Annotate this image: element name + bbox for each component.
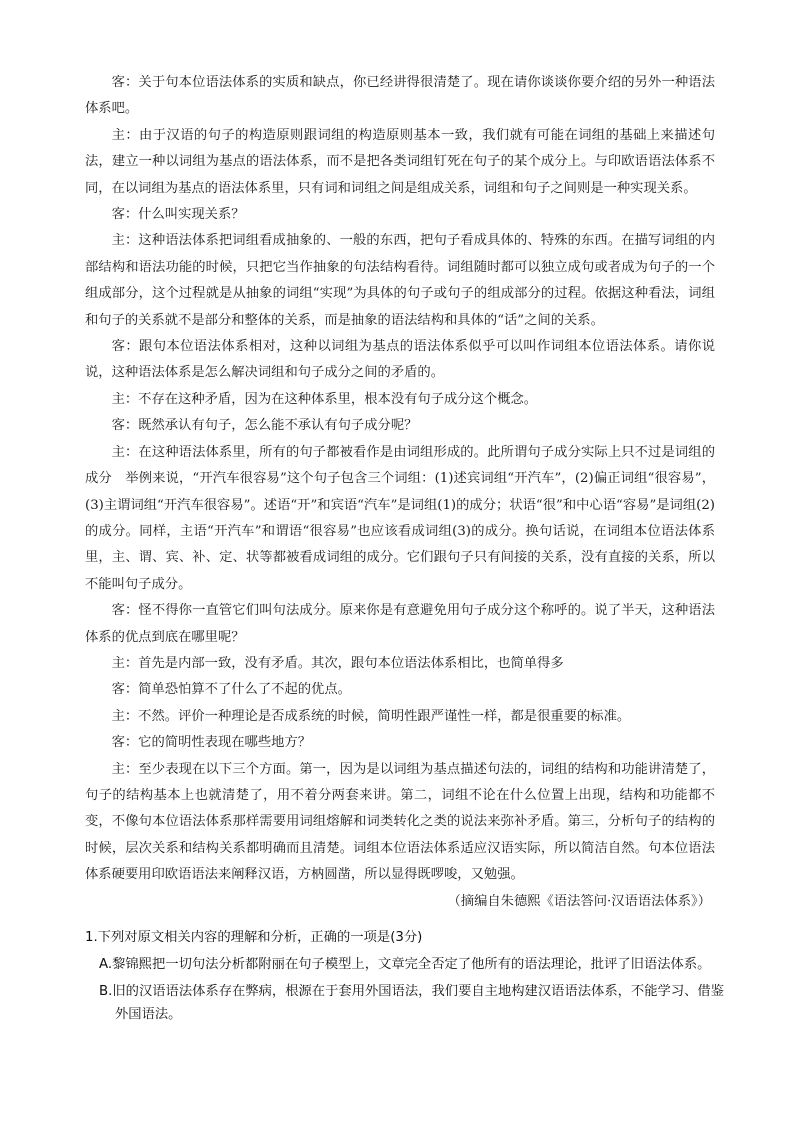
passage-paragraph: 客：什么叫实现关系？: [111, 207, 245, 223]
question-stem: 1.下列对原文相关内容的理解和分析，正确的一项是(3分): [85, 930, 423, 945]
reading-passage: [85, 70, 715, 915]
passage-paragraph: 主：不存在这种矛盾，因为在这种体系里，根本没有句子成分这个概念。: [111, 391, 538, 407]
passage-paragraph: 客：它的简明性表现在哪些地方？: [111, 735, 312, 751]
passage-source: （摘编自朱德熙《语法答问·汉语语法体系》）: [447, 893, 711, 909]
question-block: [85, 926, 725, 1030]
passage-paragraph: 客：跟句本位语法体系相对，这种以词组为基点的语法体系似乎可以叫作词组本位语法体系。请你说说，这种语法体系是怎么解决词组和句子成分之间的矛盾的。: [85, 339, 715, 381]
passage-paragraph: 主：不然。评价一种理论是否成系统的时候，简明性跟严谨性一样，都是很重要的标准。: [111, 708, 631, 724]
passage-paragraph: 客：简单恐怕算不了什么了不起的优点。: [111, 682, 351, 698]
passage-paragraph: 主：在这种语法体系里，所有的句子都被看作是由词组形成的。此所谓句子成分实际上只不过是词组的成分 举例来说，“开汽车很容易”这个句子包含三个词组：(1)述宾词组“开汽车”，(2)偏正词组“很容易”，(3)主谓词组“开汽车很容易”。述语“开”和宾语“汽车”是词组(1)的成分；状语“很”和中心语“容易”是词组(2)的成分。同样，主语“开汽车”和谓语“很容易”也应该看成词组(3)的成分。换句话说，在词组本位语法体系里，主、谓、宾、补、定、状等都被看成词组的成分。它们跟句子只有间接的关系，没有直接的关系，所以不能叫句子成分。: [85, 444, 715, 592]
option-b: B.旧的汉语语法体系存在弊病，根源在于套用外国语法，我们要自主地构建汉语语法体系，不能学习、借鉴外国语法。: [99, 984, 725, 1022]
passage-paragraph: 主：由于汉语的句子的构造原则跟词组的构造原则基本一致，我们就有可能在词组的基础上来描述句法，建立一种以词组为基点的语法体系，而不是把各类词组钉死在句子的某个成分上。与印欧语语法体系不同，在以词组为基点的语法体系里，只有词和词组之间是组成关系，词组和句子之间则是一种实现关系。: [85, 127, 715, 196]
passage-paragraph: 客：既然承认有句子，怎么能不承认有句子成分呢？: [111, 418, 418, 434]
option-a: A.黎锦熙把一切句法分析都附丽在句子模型上，文章完全否定了他所有的语法理论，批评了旧语法体系。: [99, 957, 711, 972]
passage-paragraph: 主：这种语法体系把词组看成抽象的、一般的东西，把句子看成具体的、特殊的东西。在描写词组的内部结构和语法功能的时候，只把它当作抽象的句法结构看待。词组随时都可以独立成句或者成为句子的一个组成部分，这个过程就是从抽象的词组“实现”为具体的句子或句子的组成部分的过程。依据这种看法，词组和句子的关系就不是部分和整体的关系，而是抽象的语法结构和具体的“话”之间的关系。: [85, 233, 715, 328]
passage-paragraph: 客：关于句本位语法体系的实质和缺点，你已经讲得很清楚了。现在请你谈谈你要介绍的另外一种语法体系吧。: [85, 75, 715, 117]
passage-paragraph: 客：怪不得你一直管它们叫句法成分。原来你是有意避免用句子成分这个称呼的。说了半天，这种语法体系的优点到底在哪里呢？: [85, 603, 715, 645]
passage-paragraph: 主：至少表现在以下三个方面。第一，因为是以词组为基点描述句法的，词组的结构和功能讲清楚了，句子的结构基本上也就清楚了，用不着分两套来讲。第二，词组不论在什么位置上出现，结构和功能都不变，不像句本位语法体系那样需要用词组熔解和词类转化之类的说法来弥补矛盾。第三，分析句子的结构的时候，层次关系和结构关系都明确而且清楚。词组本位语法体系适应汉语实际，所以简洁自然。句本位语法体系硬要用印欧语语法来阐释汉语，方枘圆凿，所以显得既啰唆，又勉强。: [85, 761, 715, 883]
passage-paragraph: 主：首先是内部一致，没有矛盾。其次，跟句本位语法体系相比，也简单得多: [111, 655, 564, 671]
